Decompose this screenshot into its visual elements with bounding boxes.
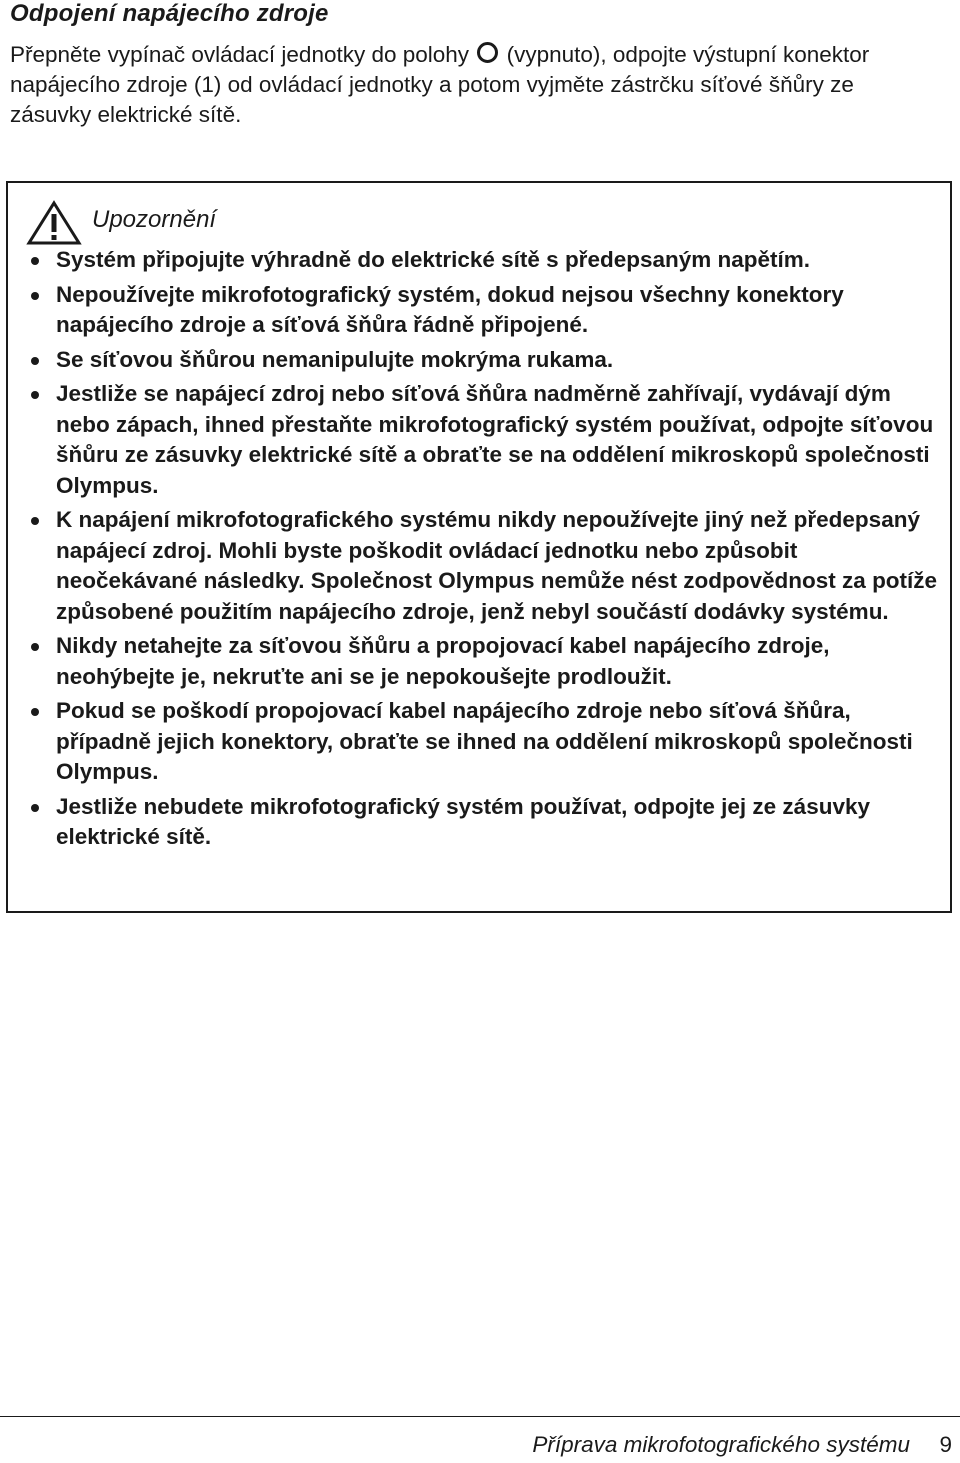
caution-header xyxy=(26,201,216,245)
caution-item: K napájení mikrofotografického systému nikdy nepoužívejte jiný než předepsaný napájecí zdroj. Mohli byste poškodit ovládací jednotku nebo způsobit neočekávané následky. Společnost Olympus nemůže nést zodpovědnost za potíže způsobené použitím napájecího zdroje, jenž nebyl součástí dodávky systému. xyxy=(28,505,943,627)
caution-item: Se síťovou šňůrou nemanipulujte mokrýma rukama. xyxy=(28,345,943,376)
caution-item: Pokud se poškodí propojovací kabel napájecího zdroje nebo síťová šňůra, případně jejich konektory, obraťte se ihned na oddělení mikroskopů společnosti Olympus. xyxy=(28,696,943,788)
footer-title: Příprava mikrofotografického systému xyxy=(532,1432,910,1457)
section-heading: Odpojení napájecího zdroje xyxy=(10,0,329,27)
caution-title: Upozornění xyxy=(92,206,217,233)
caution-item: Jestliže se napájecí zdroj nebo síťová šňůra nadměrně zahřívají, vydávají dým nebo zápach, ihned přestaňte mikrofotografický systém používat, odpojte síťovou šňůru ze zásuvky elektrické sítě a obraťte se na oddělení mikroskopů společnosti Olympus. xyxy=(28,379,943,501)
page-number: 9 xyxy=(939,1432,952,1457)
off-position-circle-icon xyxy=(477,42,498,63)
caution-list xyxy=(28,245,943,857)
caution-item: Jestliže nebudete mikrofotografický systém používat, odpojte jej ze zásuvky elektrické sítě. xyxy=(28,792,943,853)
intro-text-end: (vypnuto), odpojte výstupní konektor napájecího zdroje (1) od ovládací jednotky a potom vyjměte zástrčku síťové šňůry ze zásuvky elektrické sítě. xyxy=(10,42,870,127)
warning-triangle-icon xyxy=(26,200,82,246)
caution-item: Systém připojujte výhradně do elektrické sítě s předepsaným napětím. xyxy=(28,245,943,276)
intro-text-start: Přepněte vypínač ovládací jednotky do polohy xyxy=(10,42,470,67)
caution-item: Nikdy netahejte za síťovou šňůru a propojovací kabel napájecího zdroje, neohýbejte je, nekruťte ani se je nepokoušejte prodloužit. xyxy=(28,631,943,692)
caution-item: Nepoužívejte mikrofotografický systém, dokud nejsou všechny konektory napájecího zdroje a síťová šňůra řádně připojené. xyxy=(28,280,943,341)
caution-box xyxy=(6,181,952,913)
intro-paragraph xyxy=(10,40,940,130)
footer-divider xyxy=(0,1416,960,1417)
